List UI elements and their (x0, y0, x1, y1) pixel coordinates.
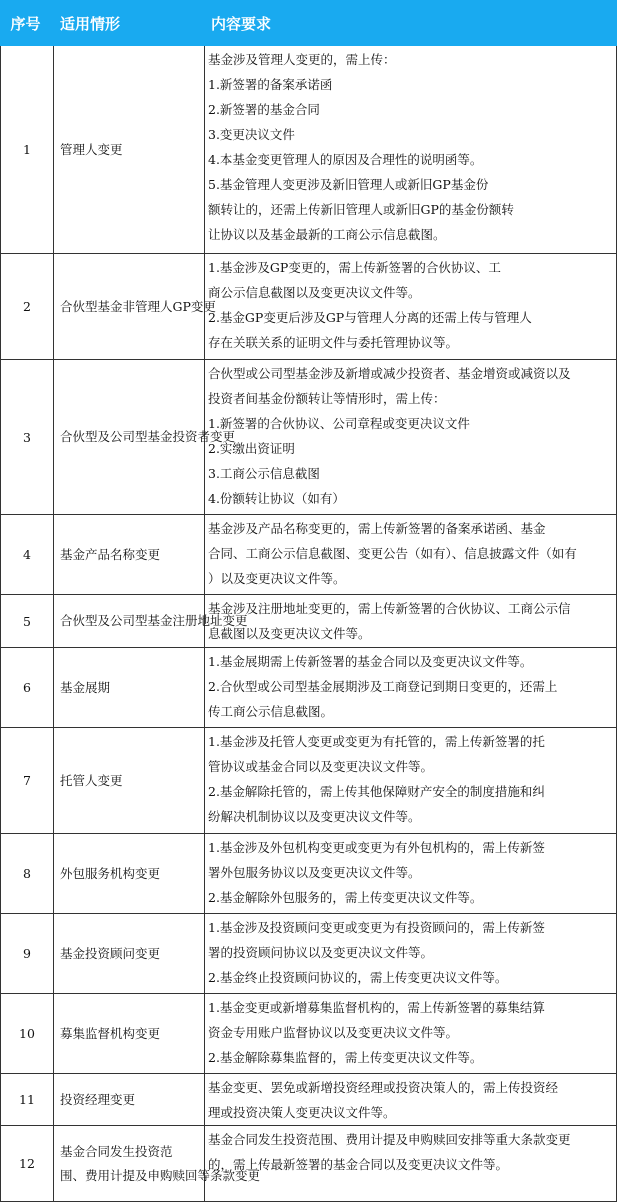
row-case: 募集监督机构变更 (54, 994, 205, 1074)
content-line: 3.变更决议文件 (208, 127, 295, 142)
content-line: 额转让的，还需上传新旧管理人或新旧GP的基金份额转 (208, 202, 514, 217)
row-content (205, 1074, 617, 1126)
content-line: 合伙型或公司型基金涉及新增或减少投资者、基金增资或减资以及 (208, 366, 571, 381)
row-number: 7 (1, 728, 54, 834)
content-line: 2.基金解除外包服务的，需上传变更决议文件等。 (208, 890, 483, 905)
content-line: 1.基金涉及GP变更的，需上传新签署的合伙协议、工 (208, 260, 501, 275)
row-number: 6 (1, 648, 54, 728)
table-row (1, 595, 617, 648)
content-line: 3.工商公示信息截图 (208, 466, 320, 481)
content-line: 1.基金涉及托管人变更或变更为有托管的，需上传新签署的托 (208, 734, 545, 749)
row-case: 管理人变更 (54, 46, 205, 254)
table-row (1, 46, 617, 254)
row-case: 外包服务机构变更 (54, 834, 205, 914)
content-line: 基金变更、罢免或新增投资经理或投资决策人的，需上传投资经 (208, 1080, 559, 1095)
row-content (205, 360, 617, 515)
row-content (205, 728, 617, 834)
content-line: 2.基金GP变更后涉及GP与管理人分离的还需上传与管理人 (208, 310, 532, 325)
row-case: 合伙型基金非管理人GP变更 (54, 254, 205, 360)
table-row (1, 360, 617, 515)
header-no: 序号 (1, 1, 54, 46)
header-content: 内容要求 (205, 1, 617, 46)
content-line: 1.基金展期需上传新签署的基金合同以及变更决议文件等。 (208, 654, 533, 669)
content-line: 署的投资顾问协议以及变更决议文件等。 (208, 945, 434, 960)
row-content (205, 595, 617, 648)
content-line: 传工商公示信息截图。 (208, 704, 334, 719)
content-line: 2.实缴出资证明 (208, 441, 295, 456)
content-line: 资金专用账户监督协议以及变更决议文件等。 (208, 1025, 459, 1040)
content-line: 1.基金涉及外包机构变更或变更为有外包机构的，需上传新签 (208, 840, 545, 855)
row-case: 基金投资顾问变更 (54, 914, 205, 994)
row-number: 4 (1, 515, 54, 595)
row-number: 1 (1, 46, 54, 254)
row-number: 5 (1, 595, 54, 648)
table-row (1, 1074, 617, 1126)
row-number: 8 (1, 834, 54, 914)
content-line: ）以及变更决议文件等。 (208, 571, 346, 586)
content-line: 基金涉及产品名称变更的，需上传新签署的备案承诺函、基金 (208, 521, 546, 536)
content-line: 的，需上传最新签署的基金合同以及变更决议文件等。 (208, 1157, 509, 1172)
content-line: 基金涉及注册地址变更的，需上传新签署的合伙协议、工商公示信 (208, 601, 571, 616)
content-line: 署外包服务协议以及变更决议文件等。 (208, 865, 421, 880)
row-number: 11 (1, 1074, 54, 1126)
row-case: 合伙型及公司型基金注册地址变更 (54, 595, 205, 648)
table-row (1, 515, 617, 595)
header-row (1, 1, 617, 46)
content-line: 理或投资决策人变更决议文件等。 (208, 1105, 396, 1120)
content-line: 2.基金终止投资顾问协议的，需上传变更决议文件等。 (208, 970, 508, 985)
content-line: 合同、工商公示信息截图、变更公告（如有）、信息披露文件（如有 (208, 546, 577, 561)
table-row (1, 1126, 617, 1202)
content-line: 基金涉及管理人变更的，需上传： (208, 52, 396, 67)
row-content (205, 914, 617, 994)
row-case: 托管人变更 (54, 728, 205, 834)
row-content (205, 994, 617, 1074)
content-line: 让协议以及基金最新的工商公示信息截图。 (208, 227, 446, 242)
row-case: 基金产品名称变更 (54, 515, 205, 595)
table-row (1, 254, 617, 360)
content-line: 2.基金解除托管的，需上传其他保障财产安全的制度措施和纠 (208, 784, 545, 799)
row-case: 投资经理变更 (54, 1074, 205, 1126)
content-line: 管协议或基金合同以及变更决议文件等。 (208, 759, 434, 774)
content-line: 4.份额转让协议（如有） (208, 491, 345, 506)
row-case: 基金合同发生投资范 围、费用计提及申购赎回等条款变更 (54, 1126, 205, 1202)
content-line: 商公示信息截图以及变更决议文件等。 (208, 285, 421, 300)
row-case: 合伙型及公司型基金投资者变更 (54, 360, 205, 515)
table-row (1, 914, 617, 994)
content-line: 存在关联关系的证明文件与委托管理协议等。 (208, 335, 459, 350)
row-number: 10 (1, 994, 54, 1074)
row-content (205, 515, 617, 595)
content-line: 投资者间基金份额转让等情形时，需上传： (208, 391, 446, 406)
content-line: 2.基金解除募集监督的，需上传变更决议文件等。 (208, 1050, 483, 1065)
content-line: 纷解决机制协议以及变更决议文件等。 (208, 809, 421, 824)
content-line: 息截图以及变更决议文件等。 (208, 626, 371, 641)
content-line: 4.本基金变更管理人的原因及合理性的说明函等。 (208, 152, 483, 167)
row-content (205, 1126, 617, 1202)
row-content (205, 254, 617, 360)
row-case: 基金展期 (54, 648, 205, 728)
row-content (205, 648, 617, 728)
table-row (1, 994, 617, 1074)
content-line: 基金合同发生投资范围、费用计提及申购赎回安排等重大条款变更 (208, 1132, 571, 1147)
table-row (1, 728, 617, 834)
content-line: 1.新签署的合伙协议、公司章程或变更决议文件 (208, 416, 470, 431)
header-case: 适用情形 (54, 1, 205, 46)
row-content (205, 834, 617, 914)
row-number: 2 (1, 254, 54, 360)
row-number: 12 (1, 1126, 54, 1202)
content-line: 1.基金变更或新增募集监督机构的，需上传新签署的募集结算 (208, 1000, 545, 1015)
content-line: 1.基金涉及投资顾问变更或变更为有投资顾问的，需上传新签 (208, 920, 545, 935)
row-content (205, 46, 617, 254)
content-line: 2.新签署的基金合同 (208, 102, 320, 117)
table-row (1, 834, 617, 914)
row-number: 3 (1, 360, 54, 515)
content-line: 1.新签署的备案承诺函 (208, 77, 333, 92)
content-line: 5.基金管理人变更涉及新旧管理人或新旧GP基金份 (208, 177, 489, 192)
content-line: 2.合伙型或公司型基金展期涉及工商登记到期日变更的，还需上 (208, 679, 558, 694)
row-number: 9 (1, 914, 54, 994)
table-row (1, 648, 617, 728)
